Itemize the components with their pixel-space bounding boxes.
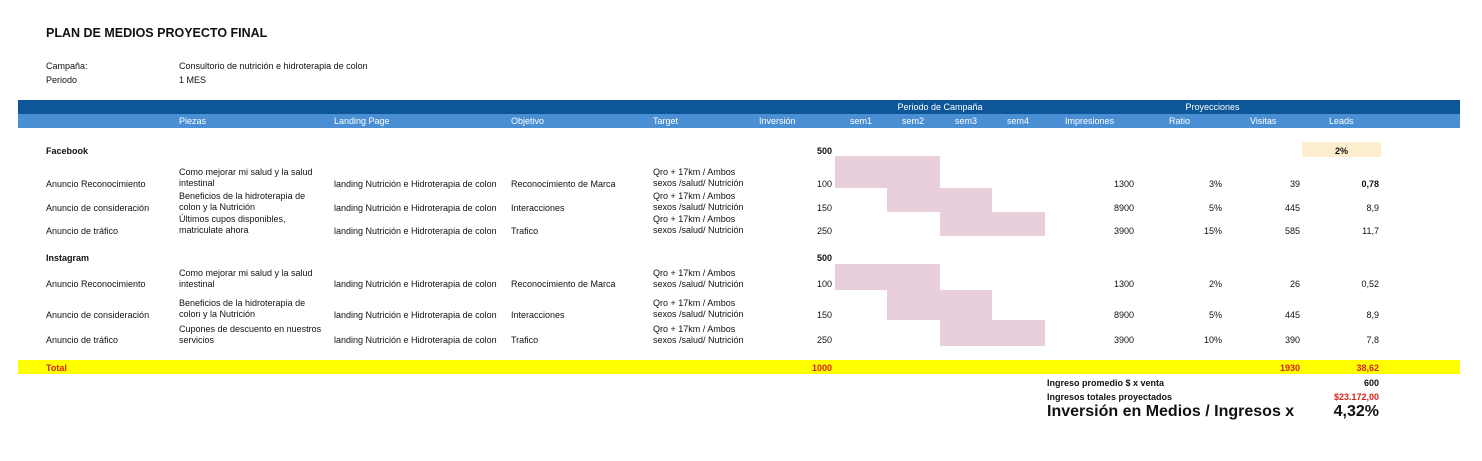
row-name: Anuncio Reconocimiento [46,279,146,289]
section-instagram-label: Instagram [46,253,90,263]
row-target-line2: sexos /salud/ Nutrición [653,335,744,345]
row-visitas: 585 [1284,226,1300,236]
campaign-value: Consultorio de nutrición e hidroterapia de colon [179,61,368,71]
period-label: Periodo [46,75,78,85]
ingresos-totales-value: $23.172,00 [1333,392,1379,402]
row-pieza-line1: Como mejorar mi salud y la salud [179,167,313,177]
row-objetivo: Reconocimiento de Marca [511,279,616,289]
row-visitas: 390 [1284,335,1300,345]
column-header-sem1: sem1 [850,116,873,126]
column-header-target: Target [653,116,679,126]
row-impresiones: 1300 [1113,179,1134,189]
column-header-inversion: Inversión [759,116,796,126]
row-pieza-line1: Últimos cupos disponibles, [179,214,286,224]
row-visitas: 445 [1284,203,1300,213]
row-pieza-line2: colon y la Nutrición [179,309,256,319]
row-landing: landing Nutrición e Hidroterapia de colon [334,335,497,345]
row-name: Anuncio de tráfico [46,335,119,345]
section-facebook-investment: 500 [816,146,832,156]
row-target-line1: Qro + 17km / Ambos [653,191,736,201]
row-pieza-line1: Como mejorar mi salud y la salud [179,268,313,278]
gantt-instagram-reconocimiento [835,264,940,290]
gantt-facebook-consideracion [887,188,992,212]
ingreso-promedio-label: Ingreso promedio $ x venta [1047,378,1165,388]
row-impresiones: 1300 [1113,279,1134,289]
row-inversion: 100 [816,279,832,289]
row-name: Anuncio de consideración [46,310,150,320]
row-leads: 0,52 [1361,279,1379,289]
column-header-sem3: sem3 [955,116,978,126]
column-header-impresiones: Impresiones [1065,116,1115,126]
row-leads: 0,78 [1361,179,1379,189]
row-landing: landing Nutrición e Hidroterapia de colon [334,279,497,289]
section-instagram-investment: 500 [816,253,832,263]
row-objetivo: Interacciones [511,203,565,213]
row-target-line1: Qro + 17km / Ambos [653,268,736,278]
row-inversion: 150 [816,310,832,320]
row-inversion: 150 [816,203,832,213]
row-target-line2: sexos /salud/ Nutrición [653,202,744,212]
row-leads: 7,8 [1366,335,1379,345]
period-value: 1 MES [179,75,207,85]
row-ratio: 10% [1203,335,1222,345]
inversion-ingresos-value: 4,32% [1333,403,1379,420]
total-leads: 38,62 [1356,363,1379,373]
gantt-facebook-reconocimiento [835,156,940,188]
column-header-sem2: sem2 [902,116,925,126]
inversion-ingresos-label: Inversión en Medios / Ingresos x [1047,403,1295,420]
total-label: Total [46,363,67,373]
row-pieza-line2: servicios [179,335,215,345]
row-pieza-line2: matriculate ahora [179,225,249,235]
row-pieza-line1: Beneficios de la hidroterapia de [179,191,306,201]
row-landing: landing Nutrición e Hidroterapia de colon [334,179,497,189]
row-pieza-line2: intestinal [179,178,215,188]
row-target-line1: Qro + 17km / Ambos [653,167,736,177]
gantt-instagram-consideracion [887,290,992,320]
header-proyecciones: Proyecciones [1185,102,1240,112]
ingresos-totales-label: Ingresos totales proyectados [1047,392,1173,402]
row-ratio: 15% [1203,226,1222,236]
row-ratio: 3% [1208,179,1222,189]
row-impresiones: 3900 [1113,226,1134,236]
row-inversion: 100 [816,179,832,189]
row-name: Anuncio de consideración [46,203,150,213]
total-visitas: 1930 [1279,363,1300,373]
column-header-leads: Leads [1329,116,1354,126]
row-leads: 8,9 [1366,310,1379,320]
header-periodo-campana: Periodo de Campaña [897,102,983,112]
campaign-label: Campaña: [46,61,88,71]
row-pieza-line1: Cupones de descuento en nuestros [179,324,322,334]
row-objetivo: Reconocimiento de Marca [511,179,616,189]
row-landing: landing Nutrición e Hidroterapia de colon [334,203,497,213]
column-header-ratio: Ratio [1169,116,1191,126]
page-title: PLAN DE MEDIOS PROYECTO FINAL [46,26,268,40]
row-objetivo: Trafico [511,226,539,236]
row-impresiones: 3900 [1113,335,1134,345]
column-header-objetivo: Objetivo [511,116,545,126]
row-visitas: 26 [1289,279,1300,289]
row-ratio: 5% [1208,203,1222,213]
column-header-sem4: sem4 [1007,116,1030,126]
column-header-piezas: Piezas [179,116,207,126]
row-objetivo: Trafico [511,335,539,345]
ingreso-promedio-value: 600 [1363,378,1379,388]
row-pieza-line2: colon y la Nutrición [179,202,256,212]
row-target-line1: Qro + 17km / Ambos [653,298,736,308]
row-name: Anuncio Reconocimiento [46,179,146,189]
row-leads: 8,9 [1366,203,1379,213]
row-target-line1: Qro + 17km / Ambos [653,324,736,334]
row-leads: 11,7 [1362,226,1379,236]
row-target-line2: sexos /salud/ Nutrición [653,178,744,188]
column-header-landing-page: Landing Page [334,116,390,126]
row-impresiones: 8900 [1113,203,1134,213]
row-visitas: 39 [1289,179,1300,189]
header-columns-band [18,114,1460,128]
row-landing: landing Nutrición e Hidroterapia de colon [334,226,497,236]
row-name: Anuncio de tráfico [46,226,119,236]
row-inversion: 250 [816,226,832,236]
row-ratio: 2% [1208,279,1222,289]
row-target-line2: sexos /salud/ Nutrición [653,279,744,289]
row-pieza-line1: Beneficios de la hidroterapia de [179,298,306,308]
row-visitas: 445 [1284,310,1300,320]
row-target-line1: Qro + 17km / Ambos [653,214,736,224]
column-header-visitas: Visitas [1250,116,1277,126]
gantt-facebook-trafico [940,212,1045,236]
row-ratio: 5% [1208,310,1222,320]
facebook-ratio-value: 2% [1334,146,1348,156]
row-landing: landing Nutrición e Hidroterapia de colon [334,310,497,320]
section-facebook-label: Facebook [46,146,89,156]
total-inversion: 1000 [811,363,832,373]
gantt-instagram-trafico [940,320,1045,346]
row-pieza-line2: intestinal [179,279,215,289]
total-row-highlight [18,360,1460,374]
row-impresiones: 8900 [1113,310,1134,320]
row-inversion: 250 [816,335,832,345]
row-objetivo: Interacciones [511,310,565,320]
row-target-line2: sexos /salud/ Nutrición [653,225,744,235]
row-target-line2: sexos /salud/ Nutrición [653,309,744,319]
